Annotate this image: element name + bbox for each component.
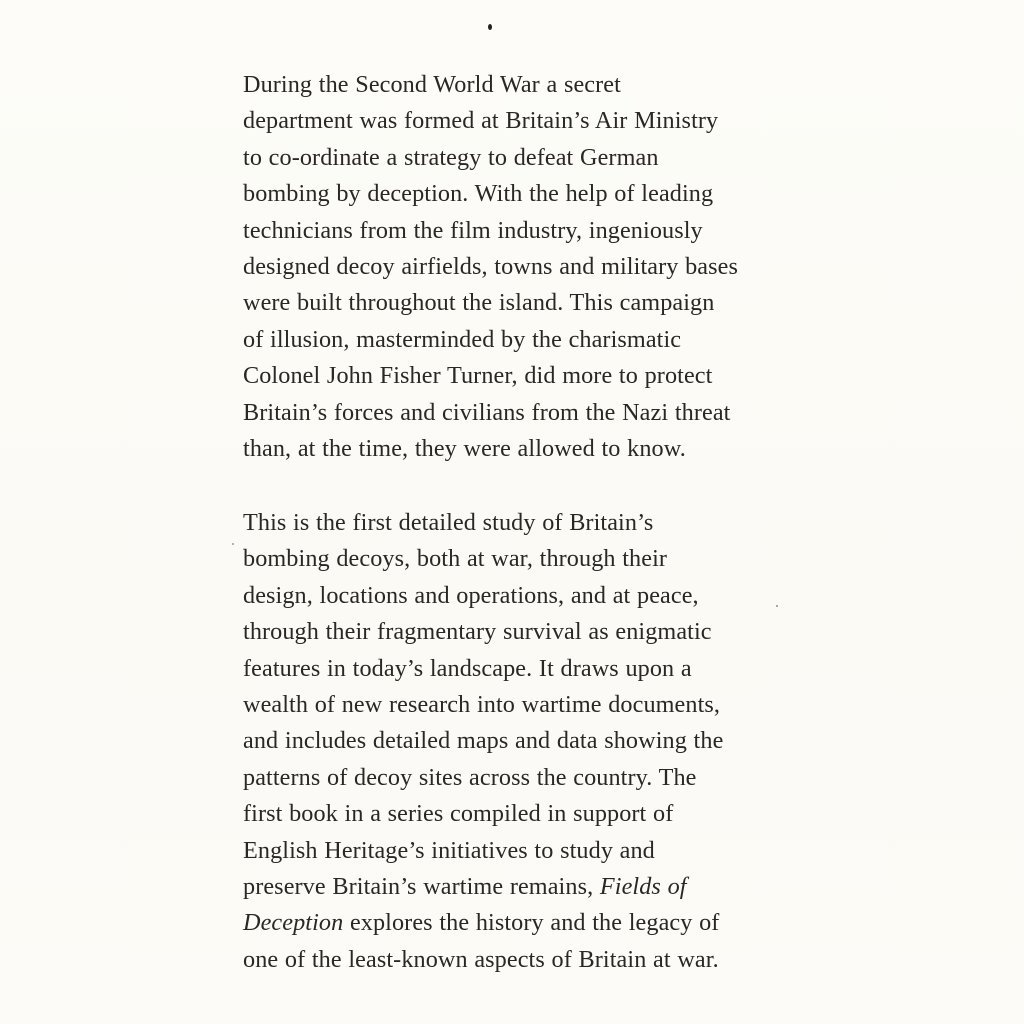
text-line: English Heritage’s initiatives to study and [243,836,655,864]
text-line: During the Second World War a secret [243,71,621,98]
text-line: design, locations and operations, and at peace, [243,581,699,609]
text-line: first book in a series compiled in support of [243,800,674,828]
text-line-segment: explores the history and the legacy of [343,909,720,937]
text-line: Britain’s forces and civilians from the Nazi threat [243,398,731,426]
blurb-paragraph-1 [243,67,823,467]
text-line: technicians from the film industry, ingeniously [243,216,703,244]
text-line: one of the least-known aspects of Britain at war. [243,945,719,973]
text-line: were built throughout the island. This campaign [243,289,715,317]
text-line: wealth of new research into wartime documents, [243,691,721,719]
text-line [243,869,823,905]
text-line: Colonel John Fisher Turner, did more to protect [243,362,713,390]
ink-speck [488,24,492,30]
text-line-segment: preserve Britain’s wartime remains, [243,873,600,901]
text-line: This is the first detailed study of Britain’s [243,509,654,536]
text-line: of illusion, masterminded by the charismatic [243,325,682,353]
text-line: patterns of decoy sites across the country. The [243,763,697,791]
text-line: and includes detailed maps and data showing the [243,727,724,755]
ink-speck [232,543,234,545]
text-line [243,905,823,941]
book-title-italic: Fields of [599,873,687,901]
text-line: features in today’s landscape. It draws upon a [243,654,692,682]
book-title-italic: Deception [243,909,344,937]
blurb-paragraph-2 [243,505,823,978]
text-line: through their fragmentary survival as enigmatic [243,618,712,646]
text-line: department was formed at Britain’s Air Ministry [243,107,719,135]
text-line: bombing decoys, both at war, through their [243,545,668,573]
text-line: to co-ordinate a strategy to defeat German [243,143,659,171]
text-line: bombing by deception. With the help of leading [243,180,714,208]
text-line: than, at the time, they were allowed to know. [243,435,686,463]
text-line: designed decoy airfields, towns and military bases [243,253,738,281]
